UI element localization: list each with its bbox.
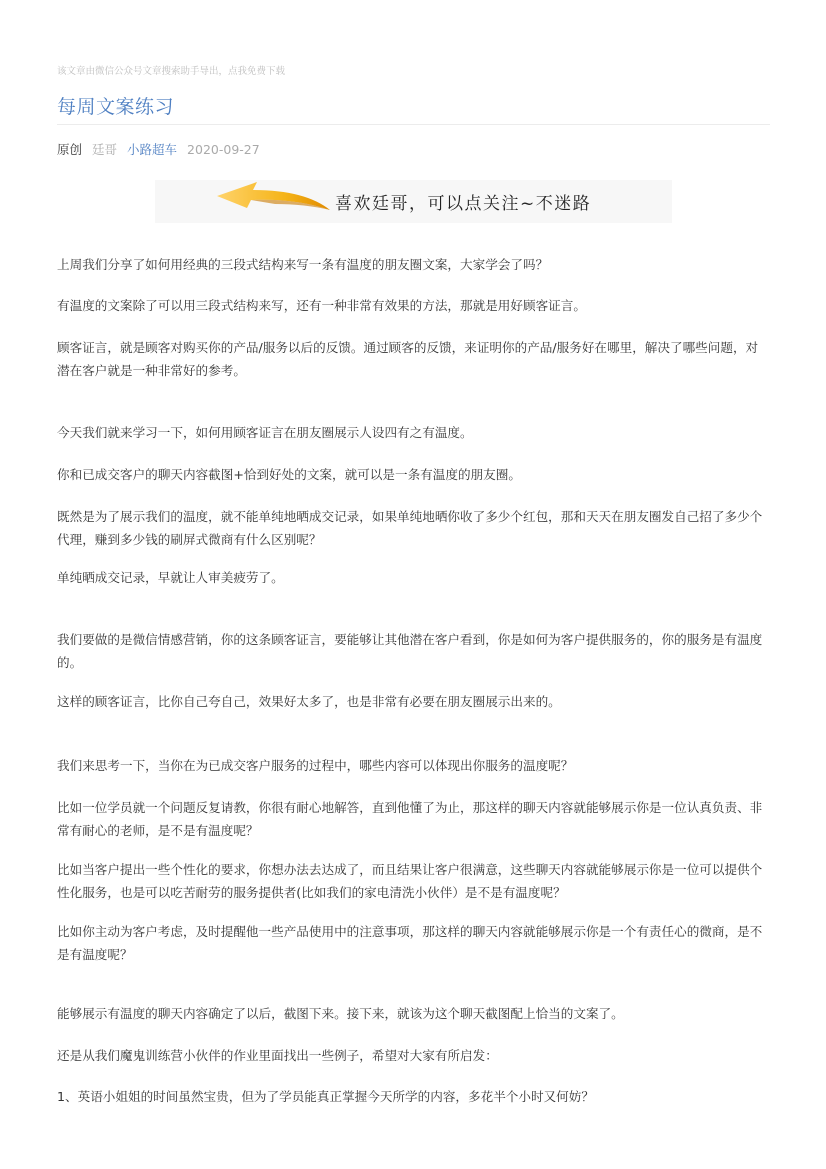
- paragraph: 这样的顾客证言，比你自己夸自己，效果好太多了，也是非常有必要在朋友圈展示出来的。: [57, 694, 561, 709]
- paragraph: 你和已成交客户的聊天内容截图+恰到好处的文案，就可以是一条有温度的朋友圈。: [57, 467, 521, 482]
- author-name: 廷哥: [92, 142, 118, 157]
- paragraph: 我们来思考一下，当你在为已成交客户服务的过程中，哪些内容可以体现出你服务的温度呢？: [57, 758, 574, 773]
- title-divider: [57, 124, 770, 125]
- paragraph: 比如你主动为客户考虑，及时提醒他一些产品使用中的注意事项，那这样的聊天内容就能够展示你是一个有责任心的微商，是不是有温度呢？: [57, 924, 763, 962]
- paragraph: 单纯晒成交记录，早就让人审美疲劳了。: [57, 570, 284, 585]
- paragraph: 能够展示有温度的聊天内容确定了以后，截图下来。接下来，就该为这个聊天截图配上恰当的文案了。: [57, 1006, 624, 1021]
- paragraph: 有温度的文案除了可以用三段式结构来写，还有一种非常有效果的方法，那就是用好顾客证言。: [57, 298, 586, 313]
- paragraph: 比如一位学员就一个问题反复请教，你很有耐心地解答，直到他懂了为止，那这样的聊天内容就能够展示你是一位认真负责、非常有耐心的老师，是不是有温度呢？: [57, 800, 763, 838]
- banner-text: 喜欢廷哥，可以点关注~不迷路: [335, 194, 592, 214]
- follow-banner: [155, 180, 672, 223]
- paragraph: 我们要做的是微信情感营销，你的这条顾客证言，要能够让其他潜在客户看到，你是如何为客户提供服务的，你的服务是有温度的。: [57, 632, 763, 670]
- paragraph: 既然是为了展示我们的温度，就不能单纯地晒成交记录，如果单纯地晒你收了多少个红包，那和天天在朋友圈发自己招了多少个代理，赚到多少钱的刷屏式微商有什么区别呢？: [57, 509, 763, 547]
- account-link[interactable]: 小路超车: [127, 142, 178, 157]
- paragraph: 顾客证言，就是顾客对购买你的产品/服务以后的反馈。通过顾客的反馈，来证明你的产品/服务好在哪里，解决了哪些问题，对潜在客户就是一种非常好的参考。: [57, 340, 759, 378]
- export-notice-link[interactable]: 该文章由微信公众号文章搜索助手导出，点我免费下载: [57, 66, 286, 77]
- publish-date: 2020-09-27: [187, 142, 260, 157]
- paragraph: 今天我们就来学习一下，如何用顾客证言在朋友圈展示人设四有之有温度。: [57, 425, 473, 440]
- paragraph: 上周我们分享了如何用经典的三段式结构来写一条有温度的朋友圈文案，大家学会了吗？: [57, 257, 549, 272]
- article-title: 每周文案练习: [57, 96, 175, 118]
- paragraph: 1、英语小姐姐的时间虽然宝贵，但为了学员能真正掌握今天所学的内容，多花半个小时又何妨？: [57, 1089, 594, 1104]
- paragraph: 比如当客户提出一些个性化的要求，你想办法去达成了，而且结果让客户很满意，这些聊天内容就能够展示你是一位可以提供个性化服务，也是可以吃苦耐劳的服务提供者(比如我们的家电清洗小伙伴）是不是有温度呢？: [57, 862, 763, 900]
- paragraph: 还是从我们魔鬼训练营小伙伴的作业里面找出一些例子，希望对大家有所启发：: [57, 1048, 498, 1063]
- article-meta: [57, 140, 270, 158]
- original-tag: 原创: [57, 142, 83, 157]
